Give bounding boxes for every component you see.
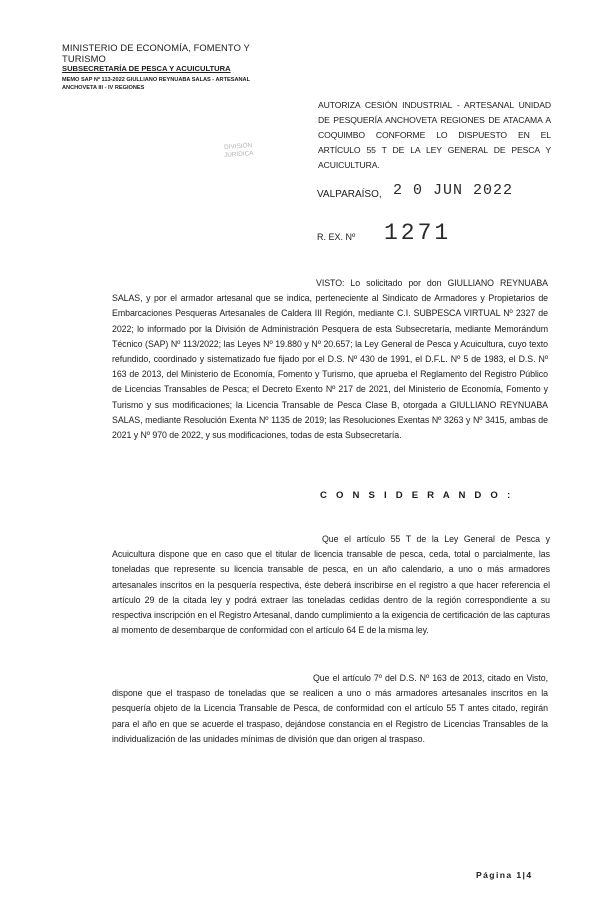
division-stamp — [215, 141, 263, 174]
stamp-line-2: JURÍDICA — [223, 149, 254, 160]
ministry-name: MINISTERIO DE ECONOMÍA, FOMENTO Y TURISMO — [62, 42, 250, 64]
page-number: Página 1|4 — [476, 870, 533, 880]
place-label: VALPARAÍSO, — [317, 189, 382, 200]
rex-label: R. EX. Nº — [317, 232, 356, 242]
considerando-heading: C O N S I D E R A N D O : — [320, 490, 514, 501]
resolution-subject: AUTORIZA CESIÓN INDUSTRIAL - ARTESANAL UNIDAD DE PESQUERÍA ANCHOVETA REGIONES DE ATACAMA A COQUIMBO CONFORME LO DISPUESTO EN EL ARTÍCULO 55 T DE LA LEY GENERAL DE PESCA Y ACUICULTURA. — [318, 100, 551, 170]
paragraph-1-text: Que el artículo 55 T de la Ley General de Pesca y Acuicultura dispone que en caso que el titular de licencia transable de pesca, ceda, total o parcialmente, las toneladas que represente su licencia transable de pesca, en un año calendario, a uno o más armadores artesanales inscritos en la pesquería respectiva, éste deberá inscribirse en el registro a que hacer referencia el artículo 29 de la citada ley y podrá extraer las toneladas cedidas dentro de la región correspondiente a su respectiva inscripción en el Registro Artesanal, dando cumplimiento a la exigencia de certificación de las capturas al momento de desembarque de conformidad con el artículo 64 E de la misma ley. — [112, 534, 550, 636]
visto-text: VISTO: Lo solicitado por don GIULLIANO REYNUABA SALAS, y por el armador artesanal que se indica, perteneciente al Sindicato de Armadores y Propietarios de Embarcaciones Pesqueras Artesanales de Caldera III Región, mediante C.I. SUBPESCA VIRTUAL Nº 2327 de 2022; lo informado por la División de Administración Pesquera de esta Subsecretaría, mediante Memorándum Técnico (SAP) Nº 113/2022; las Leyes Nº 19.880 y Nº 20.657; la Ley General de Pesca y Acuicultura, cuyo texto refundido, coordinado y sistematizado fue fijado por el D.S. Nº 430 de 1991, el D.F.L. Nº 5 de 1983, el D.S. Nº 163 de 2013, del Ministerio de Economía, Fomento y Turismo, que aprueba el Reglamento del Registro Público de Licencias Transables de Pesca; el Decreto Exento Nº 217 de 2021, del Ministerio de Economía, Fomento y Turismo y sus modificaciones; la Licencia Transable de Pesca Clase B, otorgada a GIULLIANO REYNUABA SALAS, mediante Resolución Exenta Nº 1135 de 2019; las Resoluciones Exentas Nº 3263 y Nº 3415, ambas de 2021 y Nº 970 de 2022, y sus modificaciones, todas de esta Subsecretaría. — [112, 278, 548, 441]
stamp-line-1: DIVISIÓN — [223, 142, 253, 151]
memo-line-2: ANCHOVETA III - IV REGIONES — [62, 85, 145, 91]
considerando-paragraph-1 — [112, 532, 550, 638]
stamped-date: 2 0 JUN 2022 — [393, 182, 514, 199]
memo-line-1: MEMO SAP Nº 113-2022 GIULLIANO REYNUABA SALAS - ARTESANAL — [62, 77, 251, 83]
memo-reference — [62, 76, 292, 92]
paragraph-2-text: Que el artículo 7º del D.S. Nº 163 de 2013, citado en Visto, dispone que el traspaso de toneladas que se realicen a uno o más armadores artesanales inscritos en la pesquería objeto de la Licencia Transable de Pesca, de conformidad con el artículo 55 T antes citado, regirán para el año en que se acuerde el traspaso, dejándose constancia en el Registro de Licencias Transables de la individualización de las unidades mínimas de división que dan origen al traspaso. — [112, 673, 548, 744]
visto-paragraph — [112, 276, 548, 443]
considerando-paragraph-2 — [112, 671, 548, 747]
rex-number: 1271 — [384, 220, 452, 246]
subsecretaria-name: SUBSECRETARÍA DE PESCA Y ACUICULTURA — [62, 64, 231, 73]
letterhead — [62, 42, 292, 92]
